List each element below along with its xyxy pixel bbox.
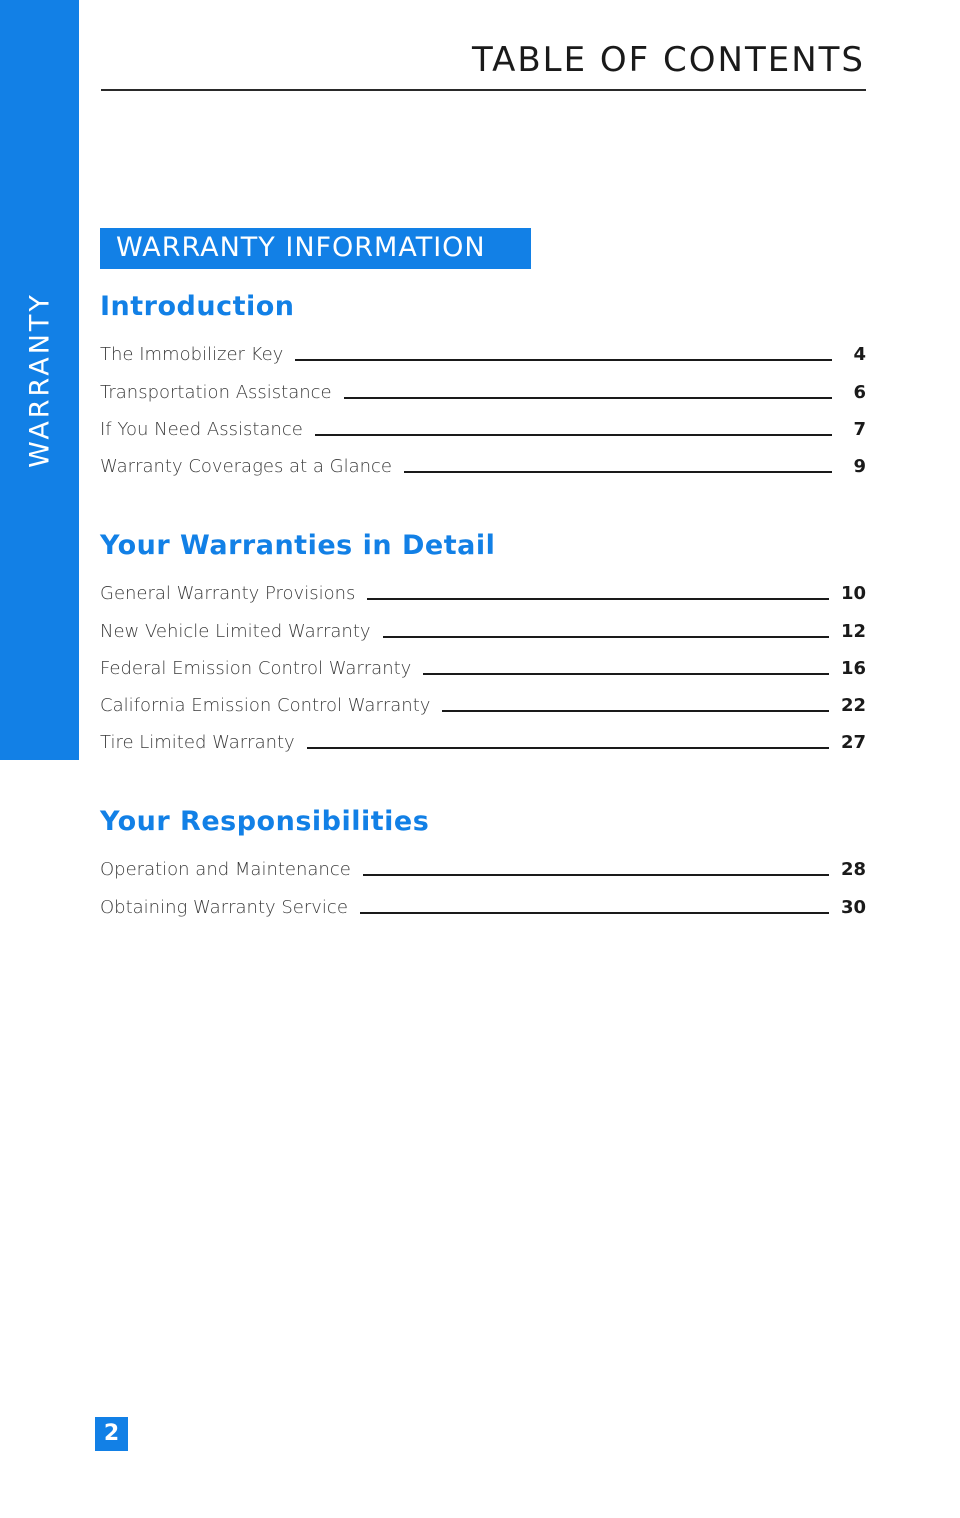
toc-entry-page: 4 — [853, 344, 866, 366]
toc-entry-label: If You Need Assistance — [100, 418, 303, 440]
toc-list — [100, 329, 866, 478]
toc-leader-line — [315, 434, 832, 436]
toc-entry[interactable] — [100, 680, 866, 717]
page-title: TABLE OF CONTENTS — [471, 40, 865, 80]
side-tab-label: WARRANTY — [24, 292, 56, 468]
title-divider — [101, 89, 866, 91]
section-heading: Your Responsibilities — [100, 806, 430, 837]
toc-entry[interactable] — [100, 441, 866, 478]
toc-entry-label: Transportation Assistance — [100, 381, 332, 403]
section-heading: Your Warranties in Detail — [100, 530, 496, 561]
toc-entry-page: 9 — [853, 456, 866, 478]
toc-leader-line — [307, 747, 829, 749]
toc-entry-label: Federal Emission Control Warranty — [100, 657, 412, 679]
toc-leader-line — [295, 359, 832, 361]
toc-entry-page: 12 — [840, 620, 866, 642]
toc-entry[interactable] — [100, 366, 866, 403]
toc-leader-line — [404, 471, 832, 473]
toc-leader-line — [344, 397, 832, 399]
side-tab — [0, 0, 79, 760]
toc-section-introduction — [100, 285, 866, 478]
toc-entry-page: 10 — [840, 583, 866, 605]
toc-entry[interactable] — [100, 844, 866, 881]
toc-list — [100, 568, 866, 754]
toc-entry[interactable] — [100, 404, 866, 441]
toc-entry[interactable] — [100, 568, 866, 605]
toc-entry-label: General Warranty Provisions — [100, 583, 356, 605]
toc-entry-label: Tire Limited Warranty — [100, 732, 295, 754]
toc-entry-page: 6 — [853, 381, 866, 403]
toc-leader-line — [383, 636, 829, 638]
toc-entry-label: Operation and Maintenance — [100, 859, 351, 881]
toc-entry-page: 30 — [840, 896, 866, 918]
toc-entry[interactable] — [100, 881, 866, 918]
toc-entry[interactable] — [100, 605, 866, 642]
toc-section-responsibilities — [100, 800, 866, 919]
toc-section-warranties-in-detail — [100, 524, 866, 754]
toc-entry-page: 7 — [853, 418, 866, 440]
toc-leader-line — [360, 912, 829, 914]
toc-entry-label: The Immobilizer Key — [100, 344, 284, 366]
toc-entry-label: California Emission Control Warranty — [100, 695, 431, 717]
toc-entry-page: 16 — [840, 657, 866, 679]
toc-entry-label: Obtaining Warranty Service — [100, 896, 348, 918]
toc-list — [100, 844, 866, 919]
toc-entry-label: New Vehicle Limited Warranty — [100, 620, 371, 642]
section-heading: Introduction — [100, 291, 295, 322]
toc-entry-page: 27 — [840, 732, 866, 754]
toc-leader-line — [367, 598, 829, 600]
toc-leader-line — [363, 874, 829, 876]
toc-leader-line — [442, 710, 829, 712]
toc-entry-page: 22 — [840, 695, 866, 717]
toc-entry-page: 28 — [840, 859, 866, 881]
toc-leader-line — [423, 673, 829, 675]
section-banner — [100, 228, 531, 269]
section-banner-label: WARRANTY INFORMATION — [116, 232, 486, 263]
toc-entry[interactable] — [100, 717, 866, 754]
page-number-badge: 2 — [95, 1417, 128, 1451]
toc-entry-label: Warranty Coverages at a Glance — [100, 456, 392, 478]
toc-entry[interactable] — [100, 643, 866, 680]
toc-entry[interactable] — [100, 329, 866, 366]
